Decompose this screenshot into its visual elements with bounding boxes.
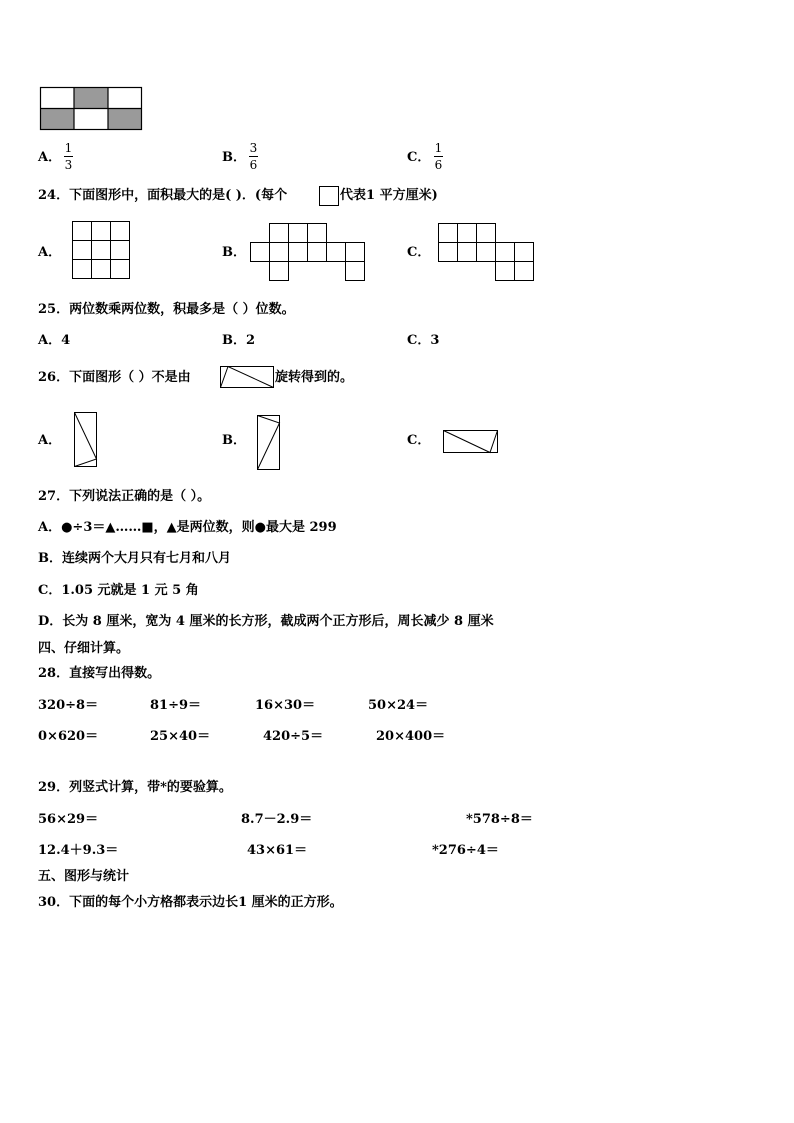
- q26-option-b-figure[interactable]: [257, 415, 281, 471]
- q25-option-a[interactable]: A．4: [38, 333, 71, 348]
- q23-option-c-fraction[interactable]: [434, 141, 443, 172]
- q26-stem-part1: 26．下面图形（ ）不是由: [38, 370, 191, 385]
- q28-item: 20×400＝: [376, 729, 446, 744]
- q23-b-numerator: 3: [249, 141, 258, 155]
- q28-item: 320÷8＝: [38, 698, 99, 713]
- fraction-bar: [64, 156, 73, 157]
- q27-option-b[interactable]: B．连续两个大月只有七月和八月: [38, 551, 231, 566]
- q30-stem: 30．下面的每个小方格都表示边长1 厘米的正方形。: [38, 895, 343, 910]
- q24-option-a-letter[interactable]: A．: [38, 245, 62, 260]
- q26-reference-rectangle-figure: [220, 366, 274, 389]
- q29-item: *276÷4＝: [432, 843, 499, 858]
- section-5-heading: 五、图形与统计: [38, 869, 130, 884]
- q23-option-a-fraction[interactable]: [64, 141, 73, 172]
- q23-a-denominator: 3: [64, 158, 73, 172]
- fraction-bar: [249, 156, 258, 157]
- q28-item: 50×24＝: [368, 698, 429, 713]
- q27-option-a[interactable]: A．●÷3＝▲……■，▲是两位数，则●最大是 299: [38, 520, 337, 535]
- q24-option-b-figure[interactable]: [250, 223, 366, 283]
- q23-c-denominator: 6: [434, 158, 443, 172]
- q24-stem-part2: 代表1 平方厘米): [340, 188, 438, 203]
- q23-b-denominator: 6: [249, 158, 258, 172]
- section-4-heading: 四、仔细计算。: [38, 641, 130, 656]
- q29-item: 12.4＋9.3＝: [38, 843, 119, 858]
- q28-item: 420÷5＝: [263, 729, 324, 744]
- q23-option-a-letter[interactable]: A．: [38, 150, 62, 165]
- q26-option-c-figure[interactable]: [443, 430, 499, 454]
- q25-stem: 25．两位数乘两位数，积最多是（ ）位数。: [38, 302, 295, 317]
- q24-option-a-figure[interactable]: [72, 221, 130, 279]
- fraction-bar: [434, 156, 443, 157]
- q23-option-b-fraction[interactable]: [249, 141, 258, 172]
- q26-option-b-letter[interactable]: B．: [222, 433, 246, 448]
- q27-stem: 27．下列说法正确的是（ ）。: [38, 489, 211, 504]
- q27-option-d[interactable]: D．长为 8 厘米，宽为 4 厘米的长方形，截成两个正方形后，周长减少 8 厘米: [38, 614, 494, 629]
- q26-option-a-figure[interactable]: [74, 412, 98, 468]
- q24-option-b-letter[interactable]: B．: [222, 245, 246, 260]
- q23-a-numerator: 1: [64, 141, 73, 155]
- q24-option-c-letter[interactable]: C．: [407, 245, 431, 260]
- q29-item: 56×29＝: [38, 812, 99, 827]
- q24-option-c-figure[interactable]: [438, 223, 535, 283]
- unit-square-icon: [319, 186, 339, 206]
- q28-stem: 28．直接写出得数。: [38, 666, 161, 681]
- q29-item: 43×61＝: [247, 843, 308, 858]
- q24-stem-part1: 24．下面图形中，面积最大的是( )．(每个: [38, 188, 288, 203]
- q28-item: 25×40＝: [150, 729, 211, 744]
- q26-option-a-letter[interactable]: A．: [38, 433, 62, 448]
- q29-stem: 29．列竖式计算，带*的要验算。: [38, 780, 232, 795]
- q28-item: 0×620＝: [38, 729, 99, 744]
- q23-shaded-grid-figure: [40, 87, 142, 130]
- q23-option-b-letter[interactable]: B．: [222, 150, 246, 165]
- q28-item: 81÷9＝: [150, 698, 202, 713]
- q29-item: *578÷8＝: [466, 812, 533, 827]
- q25-option-c[interactable]: C．3: [407, 333, 440, 348]
- q27-option-c[interactable]: C．1.05 元就是 1 元 5 角: [38, 583, 199, 598]
- q29-item: 8.7－2.9＝: [241, 812, 313, 827]
- q28-item: 16×30＝: [255, 698, 316, 713]
- q23-option-c-letter[interactable]: C．: [407, 150, 431, 165]
- q26-stem-part2: 旋转得到的。: [275, 370, 354, 385]
- q23-c-numerator: 1: [434, 141, 443, 155]
- q26-option-c-letter[interactable]: C．: [407, 433, 431, 448]
- q25-option-b[interactable]: B．2: [222, 333, 256, 348]
